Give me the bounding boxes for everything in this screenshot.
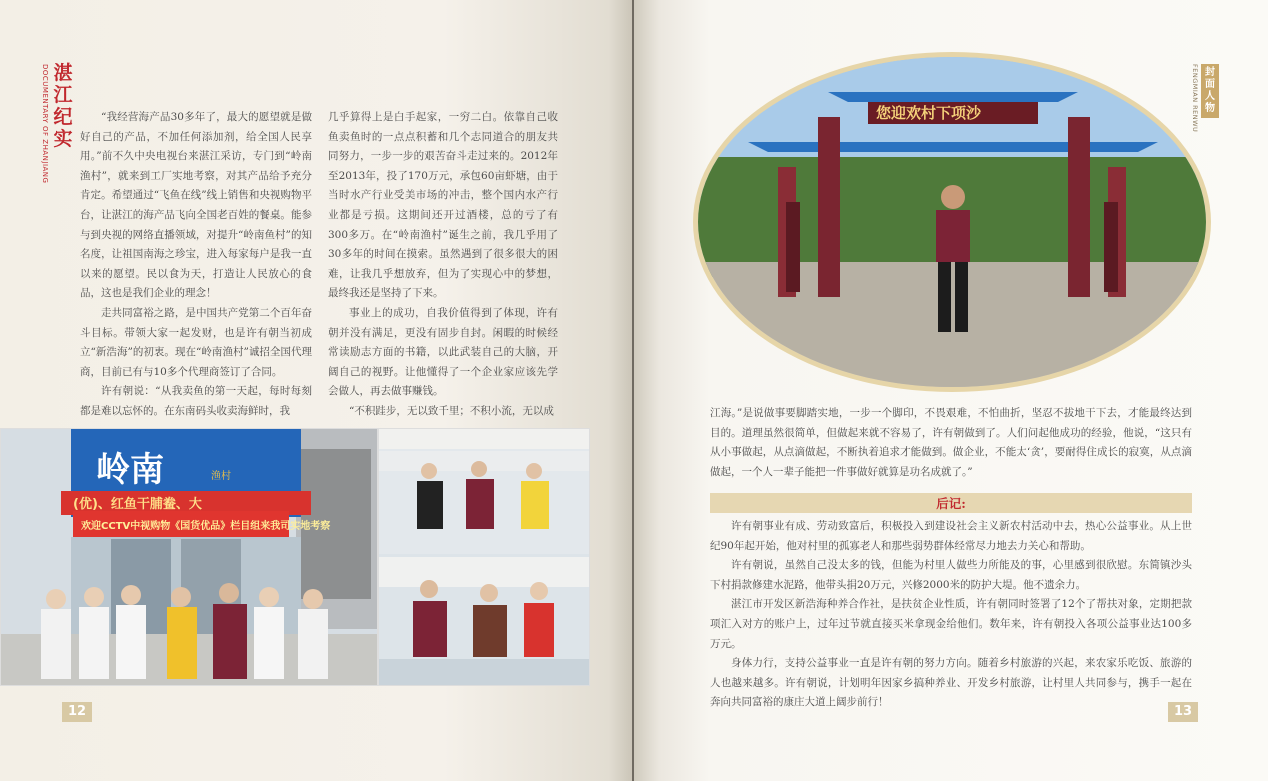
afterword-header (710, 493, 1192, 513)
welcome-banner-text: 欢迎CCTV中视购物《国货优品》栏目组来我司实地考察 (81, 521, 331, 532)
brand-title: 湛江纪实 (53, 62, 73, 150)
column-label: 封面人物 (1201, 64, 1219, 118)
shop-sign-text: (优)、红鱼干脯鲞、大 (73, 497, 202, 512)
paragraph: 许有朝说，虽然自己没太多的钱，但能为村里人做些力所能及的事，心里感到很欣慰。东简镇沙头下村捐款修建水泥路，他带头捐20万元，兴修2000米的防护大堤。他不遗余力。 (710, 559, 1192, 591)
paragraph: 事业上的成功，自我价值得到了体现，许有朝并没有满足，更没有固步自封。闲暇的时候经常读励志方面的书籍，以此武装自己的大脑，开阔自己的视野。让他懂得了一个企业家应该先学会做人，再去做事赚钱。 (328, 306, 558, 398)
paragraph: 许有朝说：“从我卖鱼的第一天起，每时每刻都是难以忘怀的。在东南码头收卖海鲜时，我 (80, 385, 312, 417)
village-gate-illustration (698, 57, 1206, 387)
shop-logo-text: 岭南 (96, 450, 164, 490)
paragraph: “不积跬步，无以致千里；不积小流，无以成 (349, 404, 554, 417)
shop-photo-illustration (1, 429, 377, 685)
paragraph: 身体力行，支持公益事业一直是许有朝的努力方向。随着乡村旅游的兴起，来农家乐吃饭、旅游的人也越来越多。许有朝说，计划明年因家乡搞种养业、开发乡村旅游，让村里人共同参与，携手一起在奔向共同富裕的康庄大道上阔步前行！ (710, 657, 1192, 709)
paragraph: 走共同富裕之路，是中国共产党第二个百年奋斗目标。带领大家一起发财，也是许有朝当初成立“新浩海”的初衷。现在“岭南渔村”诚招全国代理商，目前已有与10多个代理商签订了合同。 (80, 306, 312, 378)
paragraph: 几乎算得上是白手起家，一穷二白。依靠自己收鱼卖鱼时的一点点积蓄和几个志同道合的朋友共同努力，一步一步的艰苦奋斗走过来的。2012年至2013年，投了170万元，承包60亩虾塘，由于当时水产行业受美市场的冲击，整个国内水产行业都是亏损。这期间还开过酒楼，总的亏了有300多万。在“岭南渔村”诞生之前，我几乎用了30多年的时间在摸索。虽然遇到了很多很大的困难，让我几乎想放弃，但为了实现心中的梦想，最终我还是坚持了下来。 (328, 111, 558, 300)
left-column-2 (328, 108, 558, 422)
right-text-block (710, 404, 1192, 482)
page-number-right: 13 (1168, 702, 1198, 722)
paragraph: 许有朝事业有成、劳动致富后，积极投入到建设社会主义新农村活动中去，热心公益事业。从上世纪90年起开始，他对村里的孤寡老人和那些弱势群体经常尽力地去力关心和帮助。 (710, 520, 1192, 552)
shop-logo-subtext: 渔村 (211, 471, 231, 482)
brand-subtitle: DOCUMENTARY OF ZHANJIANG (41, 64, 49, 184)
portrait-oval-frame (693, 52, 1211, 392)
shop-group-photo (0, 428, 378, 686)
column-label-sub: FENGMIAN RENWU (1191, 64, 1199, 133)
inspection-photo-illustration (379, 429, 589, 685)
paragraph: 江海。”是说做事要脚踏实地，一步一个脚印，不畏艰难，不怕曲折，坚忍不拔地干下去，才能最终达到目的。道理虽然很简单，但做起来就不容易了，许有朝做到了。人们问起他成功的经验，他说，“这只有从小事做起，从点滴做起，不断执着追求才能做到。做企业，不能太‘贪’，要耐得住成长的寂寞，从点滴做起，一个人一辈子能把一件事做好就算是功名成就了。” (710, 407, 1192, 478)
portrait-photo (698, 57, 1206, 387)
paragraph: “我经营海产品30多年了，最大的愿望就是做好自己的产品，不加任何添加剂，给全国人民享用。”前不久中央电视台来湛江采访，专门到“岭南渔村”，就来到工厂实地考察，对其产品给予充分肯定。希望通过“飞鱼在线”线上销售和央视购物平台，让湛江的海产品飞向全国老百姓的餐桌。能参与到央视的网络直播领域，对提升“岭南鱼村”的知名度，让祖国南海之珍宝，进入每家每户是我一直以来的愿望。民以食为天，打造让人民放心的食品，这也是我们企业的理念！ (80, 111, 312, 300)
people-bottom (413, 580, 554, 657)
people-top (417, 461, 549, 529)
page-number-left: 12 (62, 702, 92, 722)
inspection-collage-photo (378, 428, 590, 686)
left-column-1 (80, 108, 312, 422)
afterword-title: 后记: (936, 496, 966, 511)
gate-top-sign: 您迎欢村下项沙 (876, 104, 982, 122)
paragraph: 湛江市开发区新浩海种养合作社，是扶贫企业性质，许有朝同时签署了12个了帮扶对象，定期把款项汇入对方的账户上，过年过节就直接买米拿现金给他们。数年来，许有朝投入各项公益事业达100多万元。 (710, 598, 1192, 650)
afterword-text (710, 517, 1192, 713)
